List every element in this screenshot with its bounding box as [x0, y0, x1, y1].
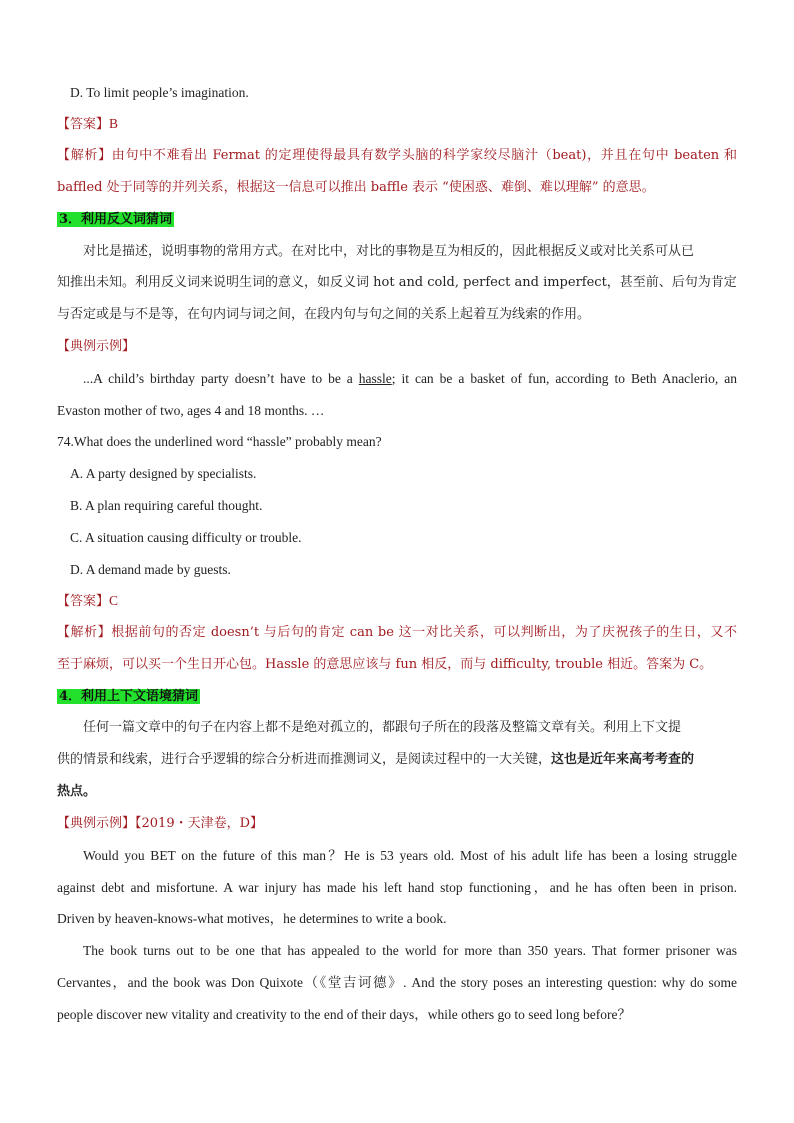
analysis-2-line-2: 至于麻烦，可以买一个生日开心包。Hassle 的意思应该与 fun 相反，而与 difficulty, trouble 相近。答案为 C。 [57, 657, 713, 672]
option-a: A. A party designed by specialists. [70, 466, 257, 481]
option-d-previous: D. To limit people’s imagination. [70, 85, 249, 100]
section-4-heading: 4．利用上下文语境猜词 [59, 689, 199, 704]
section-4-example-label: 【典例示例】 [57, 816, 136, 831]
passage-line-4: The book turns out to be one that has appealed to the world for more than 350 years. That former prisoner was [83, 943, 737, 958]
analysis-2-line-1 [57, 624, 737, 642]
answer-value: B [109, 116, 119, 131]
answer-label: 【答案】 [57, 594, 110, 609]
passage-line-2: against debt and misfortune. A war injury has made his left hand stop functioning，and he has often been in prison. [57, 880, 737, 895]
option-d: D. A demand made by guests. [70, 562, 231, 577]
section-4-para-line-3: 热点。 [57, 784, 97, 799]
section-3-para-line-1: 对比是描述，说明事物的常用方式。在对比中，对比的事物是互为相反的，因此根据反义或对比关系可从已 [83, 244, 695, 259]
answer-value: C [109, 593, 119, 608]
bold-emphasis: 这也是近年来高考考查的 [551, 752, 695, 767]
answer-2 [57, 592, 737, 611]
section-3-para-line-3: 与否定或是与不是等，在句内词与词之间，在段内句与句之间的关系上起着互为线索的作用。 [57, 307, 591, 322]
section-3-para-line-2: 知推出未知。利用反义词来说明生词的意义，如反义词 hot and cold, perfect and imperfect，甚至前、后句为肯定 [57, 275, 737, 290]
section-4-para-line-2: 供的情景和线索，进行合乎逻辑的综合分析进而推测词义，是阅读过程中的一大关键，这也是近年来高考考查的 [57, 752, 695, 767]
analysis-text: 根据前句的否定 doesn’t 与后句的肯定 can be 这一对比关系，可以判断出，为了庆祝孩子的生日，又不 [111, 625, 737, 640]
option-b: B. A plan requiring careful thought. [70, 498, 263, 513]
passage-line-5: Cervantes，and the book was Don Quixote（《堂吉诃德》. And the story poses an interesting question: why do some [57, 975, 737, 990]
answer-label: 【答案】 [57, 117, 110, 132]
analysis-label: 【解析】 [57, 625, 112, 640]
section-3-heading: 3．利用反义词猜词 [59, 212, 173, 227]
analysis-1-line-1 [57, 147, 737, 165]
analysis-label: 【解析】 [57, 148, 112, 163]
section-4-para-line-1: 任何一篇文章中的句子在内容上都不是绝对孤立的，都跟句子所在的段落及整篇文章有关。利用上下文提 [83, 720, 682, 735]
example-text-line-2: Evaston mother of two, ages 4 and 18 months. … [57, 403, 325, 418]
section-4-heading-row [57, 688, 737, 706]
answer-1 [57, 115, 737, 134]
passage-line-3: Driven by heaven-knows-what motives，he determines to write a book. [57, 911, 447, 926]
example-text-line-1: ...A child’s birthday party doesn’t have to be a hassle; it can be a basket of fun, according to Beth Anaclerio, an [83, 371, 737, 386]
passage-line-1: Would you BET on the future of this man？He is 53 years old. Most of his adult life has been a losing struggle [83, 848, 737, 863]
option-c: C. A situation causing difficulty or trouble. [70, 530, 302, 545]
analysis-1-line-2: baffled 处于同等的并列关系，根据这一信息可以推出 baffle 表示 “使困惑、难倒、难以理解” 的意思。 [57, 180, 655, 195]
section-3-example-label: 【典例示例】 [57, 339, 136, 354]
section-3-heading-row [57, 211, 737, 229]
example-source: 【2019・天津卷，D】 [135, 816, 264, 831]
section-4-example-row [57, 815, 737, 833]
question-74: 74.What does the underlined word “hassle” probably mean? [57, 434, 382, 449]
passage-line-6: people discover new vitality and creativity to the end of their days，while others go to seed long before？ [57, 1007, 631, 1022]
underlined-word-hassle: hassle [358, 371, 392, 386]
analysis-text: 由句中不难看出 Fermat 的定理使得最具有数学头脑的科学家绞尽脑汁（beat)，并且在句中 beaten 和 [111, 148, 737, 163]
